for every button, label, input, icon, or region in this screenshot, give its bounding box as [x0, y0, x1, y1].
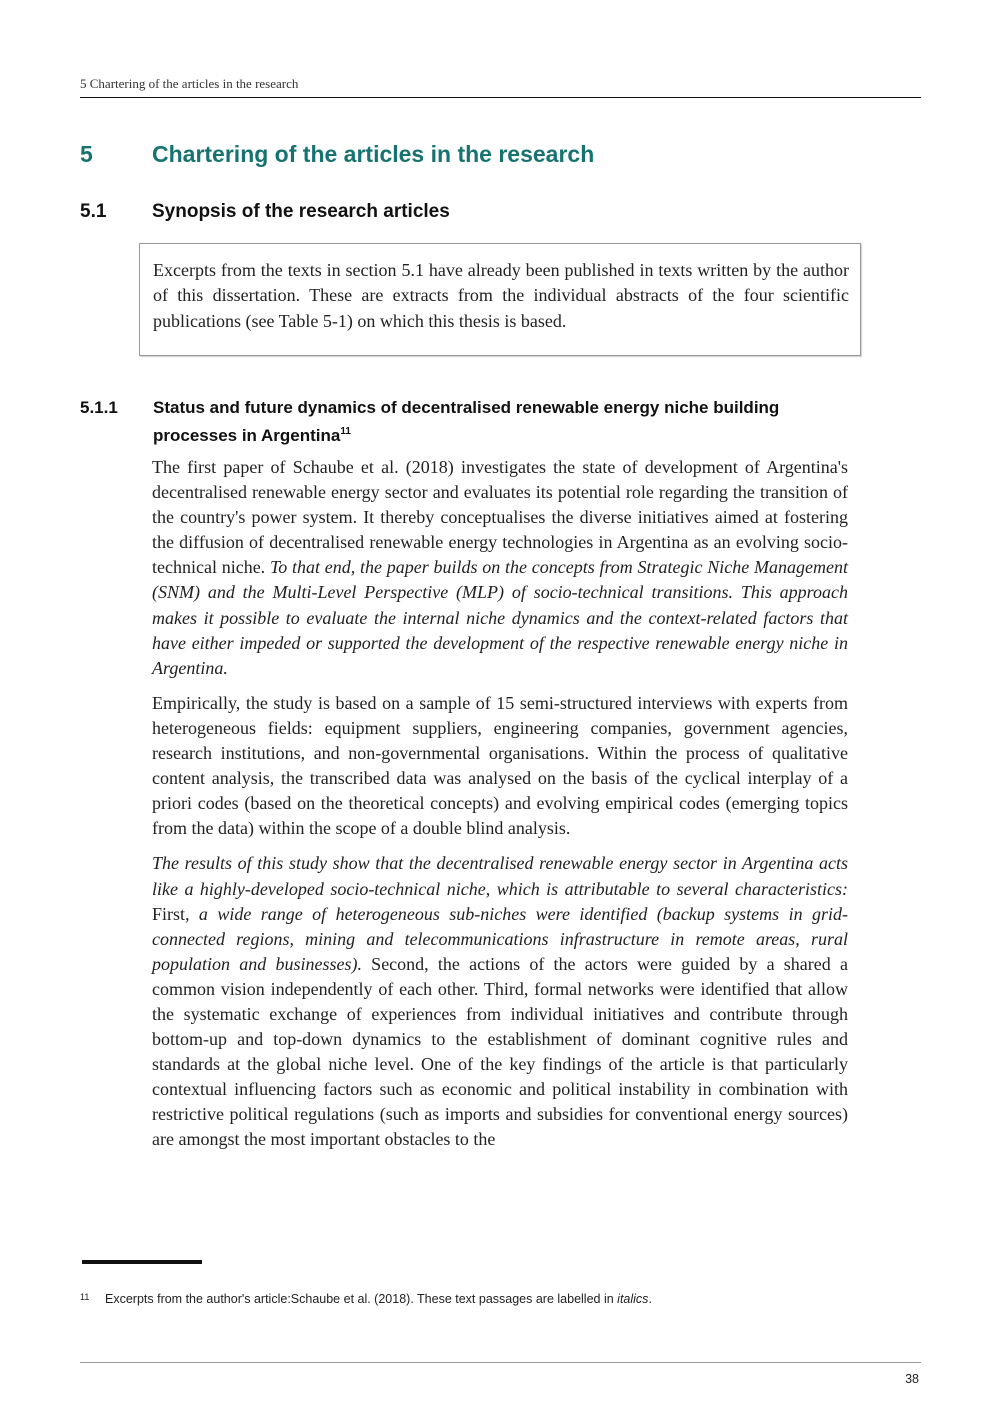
chapter-number: 5 [80, 141, 93, 167]
body-text [152, 455, 848, 1163]
paragraph [152, 455, 848, 681]
text-segment: The first paper of Schaube et al. (2018) investigates the state of development of Argentina's decentralised renewable energy sector and evaluates its potential role regarding the transition of the country's power system. It thereby conceptualises the diverse initiatives aimed at fostering the diffusion of decentralised renewable energy technologies in Argentina as an evolving socio-technical niche. [152, 457, 848, 578]
note-box [139, 243, 861, 356]
text-segment: Second, the actions of the actors were guided by a shared a common vision independently of each other. Third, formal networks were identified that allow the systematic exchange of experiences from individual initiatives and contribute through bottom-up and top-down dynamics to the establishment of dominant cognitive rules and standards at the global niche level. One of the key findings of the article is that particularly contextual influencing factors such as economic and political instability in combination with restrictive political regulations (such as imports and subsidies for conventional energy sources) are amongst the most important obstacles to the [152, 953, 848, 1150]
footer-divider [80, 1362, 921, 1363]
note-text: Excerpts from the texts in section 5.1 have already been published in texts written by the author of this dissertation. These are extracts from the individual abstracts of the four scientific publications (see Table 5-1) on which this thesis is based. [153, 260, 849, 331]
footnote-reference[interactable]: 11 [340, 426, 351, 437]
text-segment: First [152, 903, 186, 924]
footnote-number: 11 [80, 1292, 90, 1302]
italic-segment: To that end, the paper builds on the concepts from Strategic Niche Management (SNM) and the Multi-Level Perspective (MLP) of socio-technical transitions. This approach makes it possible to evaluate the internal niche dynamics and the context-related factors that have either impeded or supported the development of the respective renewable energy niche in Argentina. [152, 557, 848, 678]
text-segment: Empirically, the study is based on a sample of 15 semi-structured interviews with experts from heterogeneous fields: equipment suppliers, engineering companies, government agencies, research institutions, and non-governmental organisations. Within the process of qualitative content analysis, the transcribed data was analysed on the basis of the cyclical interplay of a priori codes (based on the theoretical concepts) and evolving empirical codes (emerging topics from the data) within the scope of a double blind analysis. [152, 692, 848, 839]
footnote-text-end: . [648, 1292, 652, 1306]
header-divider [80, 97, 921, 98]
footnote-text-part: Excerpts from the author's article:Schaube et al. (2018). These text passages are labelled in [105, 1292, 618, 1306]
footnote-italic: italics [617, 1292, 649, 1306]
subsection-number: 5.1.1 [80, 398, 118, 417]
chapter-title: Chartering of the articles in the research [152, 141, 595, 167]
chapter-heading [80, 141, 594, 168]
paragraph [152, 691, 848, 842]
italic-segment: , a wide range of heterogeneous sub-niches were identified (backup systems in grid-connected regions, mining and telecommunications infrastructure in remote areas, rural population and businesses). [152, 903, 848, 974]
subsection-title-wrap [153, 396, 843, 448]
section-title: Synopsis of the research articles [152, 201, 450, 222]
page-number: 38 [905, 1372, 919, 1386]
subsection-title: Status and future dynamics of decentralised renewable energy niche building processes in Argentina [153, 398, 780, 445]
footnote-text [105, 1292, 652, 1306]
italic-segment: which is attributable to several characteristics: [496, 878, 848, 899]
paragraph [152, 851, 848, 1152]
section-number: 5.1 [80, 201, 107, 222]
running-header: 5 Chartering of the articles in the research [80, 76, 299, 91]
italic-segment: The results of this study show that the decentralised renewable energy sector in Argentina acts like a highly-developed socio-technical niche [152, 853, 848, 899]
subsection-heading [80, 396, 843, 448]
text-segment: , [485, 878, 497, 899]
footnote [80, 1292, 652, 1306]
footnote-separator [82, 1260, 202, 1264]
section-heading [80, 201, 450, 223]
